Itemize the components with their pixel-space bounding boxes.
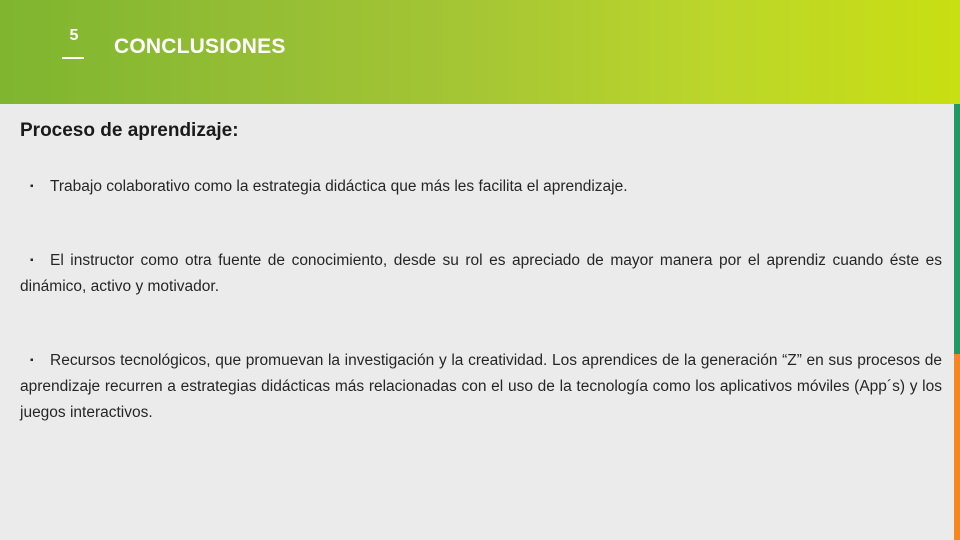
bullet-item [20,348,942,426]
right-accent-bar-green [954,104,960,354]
slide-content [20,118,942,426]
header-banner [0,0,960,104]
right-accent-bar-top [954,0,960,104]
right-accent-bar-orange [954,354,960,540]
slide-number: 5 [69,27,79,44]
bullet-item [20,248,942,300]
bullet-item [20,174,942,200]
slide-title: CONCLUSIONES [114,35,286,58]
bullet-text: Trabajo colaborativo como la estrategia didáctica que más les facilita el aprendizaje. [50,178,628,195]
bullet-icon: ▪ [30,355,34,366]
slide-number-underline [62,57,84,59]
bullet-text: Recursos tecnológicos, que promuevan la investigación y la creatividad. Los aprendices de la generación “Z” en sus procesos de aprendizaje recurren a estrategias didácticas más relacionadas con el uso de la tecnología como los aplicativos móviles (App´s) y los juegos interactivos. [20,352,942,421]
bullet-icon: ▪ [30,181,34,192]
bullet-icon: ▪ [30,255,34,266]
bullet-text: El instructor como otra fuente de conocimiento, desde su rol es apreciado de mayor manera por el aprendiz cuando éste es dinámico, activo y motivador. [20,252,942,295]
section-subtitle: Proceso de aprendizaje: [20,120,239,141]
